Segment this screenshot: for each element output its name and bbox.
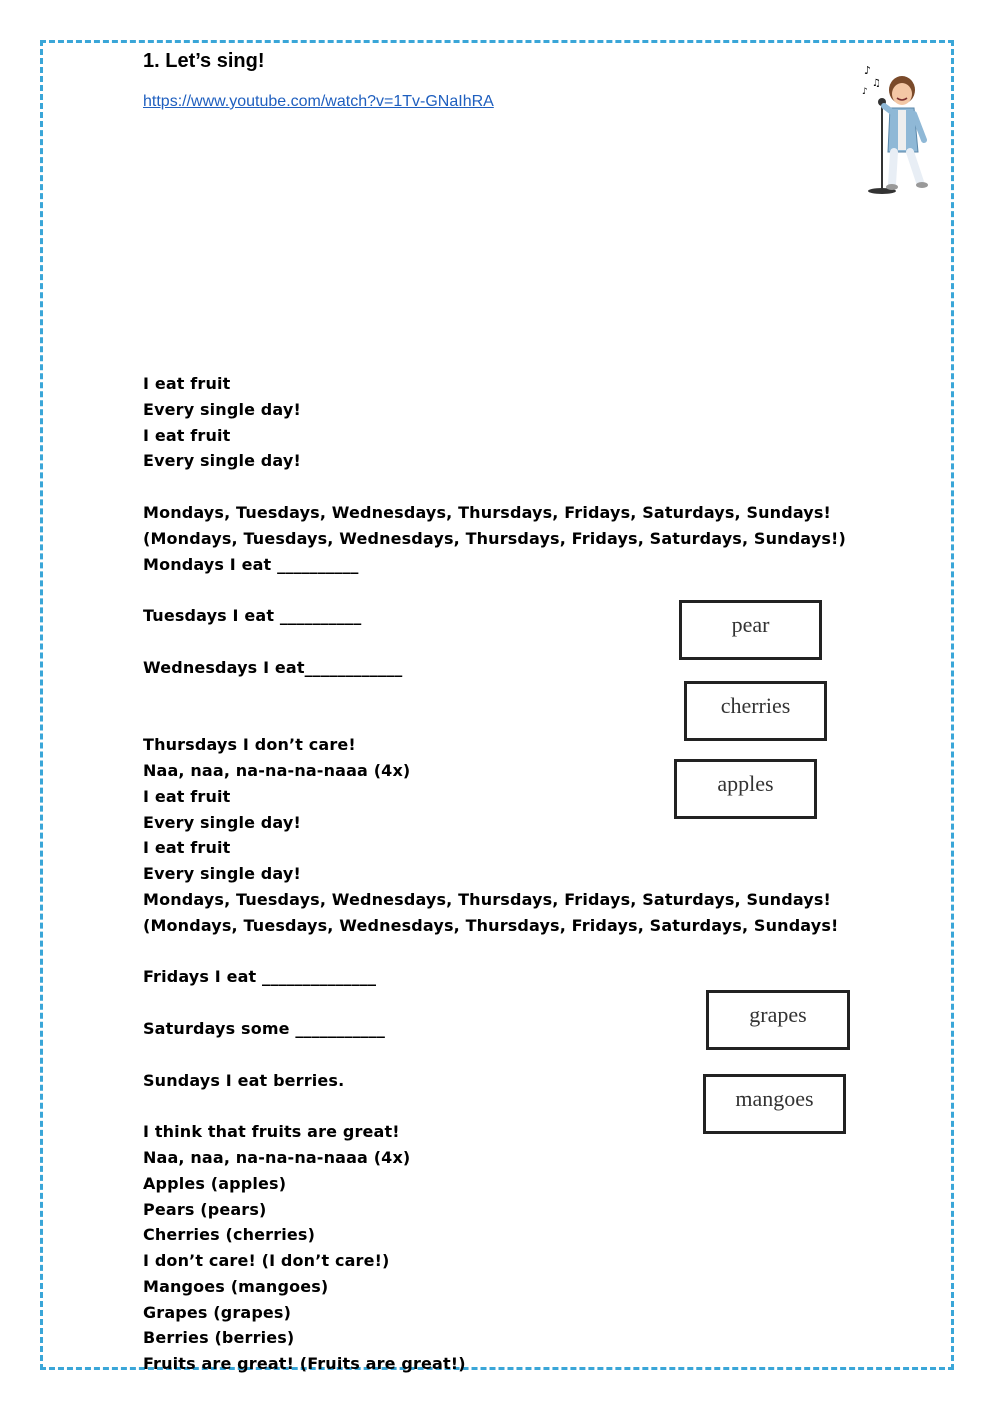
lyric-line: Every single day!: [143, 864, 301, 884]
lyric-line: Mondays, Tuesdays, Wednesdays, Thursdays, Fridays, Saturdays, Sundays!: [143, 889, 831, 909]
lyric-line: [143, 474, 863, 500]
lyric-line: Naa, naa, na-na-na-naaa (4x): [143, 1147, 411, 1167]
lyric-line: I eat fruit: [143, 786, 231, 806]
lyric-line: I eat fruit: [143, 838, 231, 858]
svg-text:♪: ♪: [864, 64, 872, 77]
lyric-line: Pears (pears): [143, 1199, 267, 1219]
lyric-line: Berries (berries): [143, 1328, 295, 1348]
lyric-line: [143, 939, 863, 965]
blank-mondays[interactable]: Mondays I eat __________: [143, 554, 359, 574]
blank-saturdays[interactable]: Saturdays some ___________: [143, 1018, 386, 1038]
lyric-line: Sundays I eat berries.: [143, 1070, 345, 1090]
drag-word-cherries[interactable]: cherries: [684, 681, 827, 741]
svg-text:♫: ♫: [872, 78, 881, 89]
lyric-line: I eat fruit: [143, 374, 231, 393]
blank-tuesdays[interactable]: Tuesdays I eat __________: [143, 606, 362, 626]
lyric-line: Mondays, Tuesdays, Wednesdays, Thursdays, Fridays, Saturdays, Sundays!: [143, 502, 831, 522]
svg-text:♪: ♪: [862, 87, 868, 97]
lyric-line: Naa, naa, na-na-na-naaa (4x): [143, 760, 411, 780]
singer-illustration-icon: [858, 60, 938, 200]
blank-wednesdays[interactable]: Wednesdays I eat____________: [143, 657, 403, 677]
lyric-line: Every single day!: [143, 451, 301, 471]
lyric-line: I eat fruit: [143, 425, 231, 445]
lyric-line: Thursdays I don’t care!: [143, 735, 356, 755]
youtube-link[interactable]: https://www.youtube.com/watch?v=1Tv-GNaIhRA: [143, 93, 494, 110]
section-title: 1. Let’s sing!: [143, 50, 265, 72]
drag-word-mangoes[interactable]: mangoes: [703, 1074, 846, 1134]
lyric-line: Mangoes (mangoes): [143, 1276, 329, 1296]
lyric-line: Every single day!: [143, 812, 301, 832]
lyric-line: I think that fruits are great!: [143, 1122, 400, 1142]
lyric-line: (Mondays, Tuesdays, Wednesdays, Thursdays, Fridays, Saturdays, Sundays!): [143, 528, 846, 548]
drag-word-apples[interactable]: apples: [674, 759, 817, 819]
lyric-line: Every single day!: [143, 399, 301, 419]
lyric-line: Cherries (cherries): [143, 1225, 316, 1245]
drag-word-pear[interactable]: pear: [679, 600, 822, 660]
drag-word-grapes[interactable]: grapes: [706, 990, 850, 1050]
lyric-line: I don’t care! (I don’t care!): [143, 1251, 390, 1271]
lyric-line: Apples (apples): [143, 1173, 287, 1193]
blank-fridays[interactable]: Fridays I eat ______________: [143, 967, 377, 987]
lyric-line: Grapes (grapes): [143, 1302, 292, 1322]
lyric-line: (Mondays, Tuesdays, Wednesdays, Thursdays, Fridays, Saturdays, Sundays!: [143, 915, 839, 935]
lyric-line: Fruits are great! (Fruits are great!): [143, 1354, 466, 1374]
song-lyrics: [143, 371, 863, 1377]
